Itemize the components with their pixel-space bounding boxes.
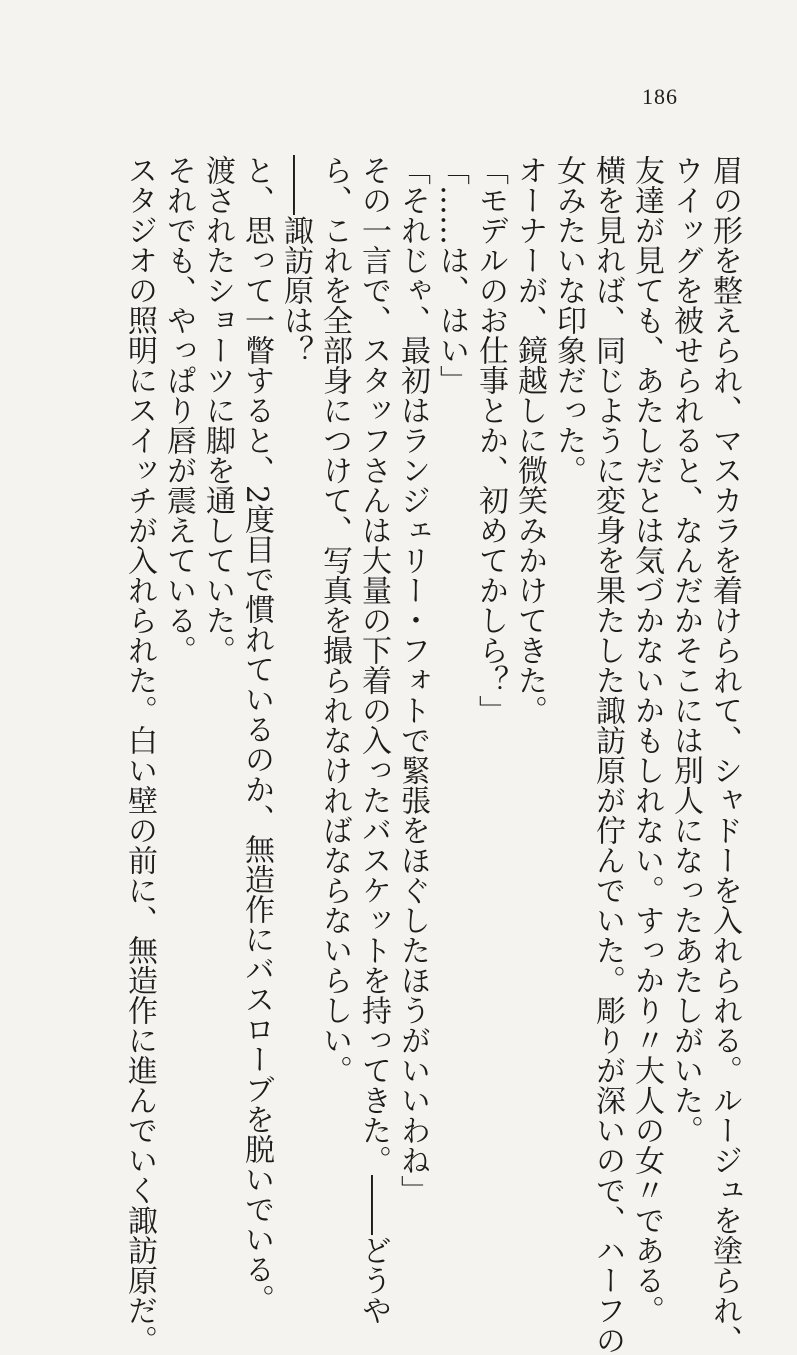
text-line-2: ウイッグを被せられると、なんだかそこには別人になったあたしがいた。 (668, 155, 703, 1145)
text-line-16: スタジオの照明にスイッチが入れられた。白い壁の前に、無造作に進んでいく諏訪原だ。 (122, 155, 157, 1355)
text-line-5: 女みたいな印象だった。 (551, 155, 586, 485)
text-line-12: ――諏訪原は？ (278, 155, 313, 365)
vertical-text-body (122, 155, 742, 1355)
text-line-9: 「それじゃ、最初はランジェリー・フォトで緊張をほぐしたほうがいいわね」 (395, 155, 430, 1205)
text-line-1: 眉の形を整えられ、マスカラを着けられて、シャドーを入れられる。ルージュを塗られ、 (707, 155, 742, 1355)
text-line-3: 友達が見ても、あたしだとは気づかないかもしれない。すっかり〃大人の女〃である。 (629, 155, 664, 1325)
text-line-6: オーナーが、鏡越しに微笑みかけてきた。 (512, 155, 547, 725)
text-line-15: それでも、やっぱり唇が震えている。 (161, 155, 196, 665)
text-line-11: ら、これを全部身につけて、写真を撮られなければならないらしい。 (317, 155, 352, 1085)
text-line-13: と、思って一瞥すると、2度目で慣れているのか、無造作にバスローブを脱いでいる。 (239, 155, 274, 1315)
page-number: 186 (642, 84, 678, 109)
text-line-7: 「モデルのお仕事とか、初めてかしら？」 (473, 155, 508, 725)
text-line-14: 渡されたショーツに脚を通していた。 (200, 155, 235, 665)
text-line-4: 横を見れば、同じように変身を果たした諏訪原が佇んでいた。彫りが深いので、ハーフの (590, 155, 625, 1355)
text-line-10: その一言で、スタッフさんは大量の下着の入ったバスケットを持ってきた。――どうや (356, 155, 391, 1325)
text-line-8: 「……は、はい」 (434, 155, 469, 395)
